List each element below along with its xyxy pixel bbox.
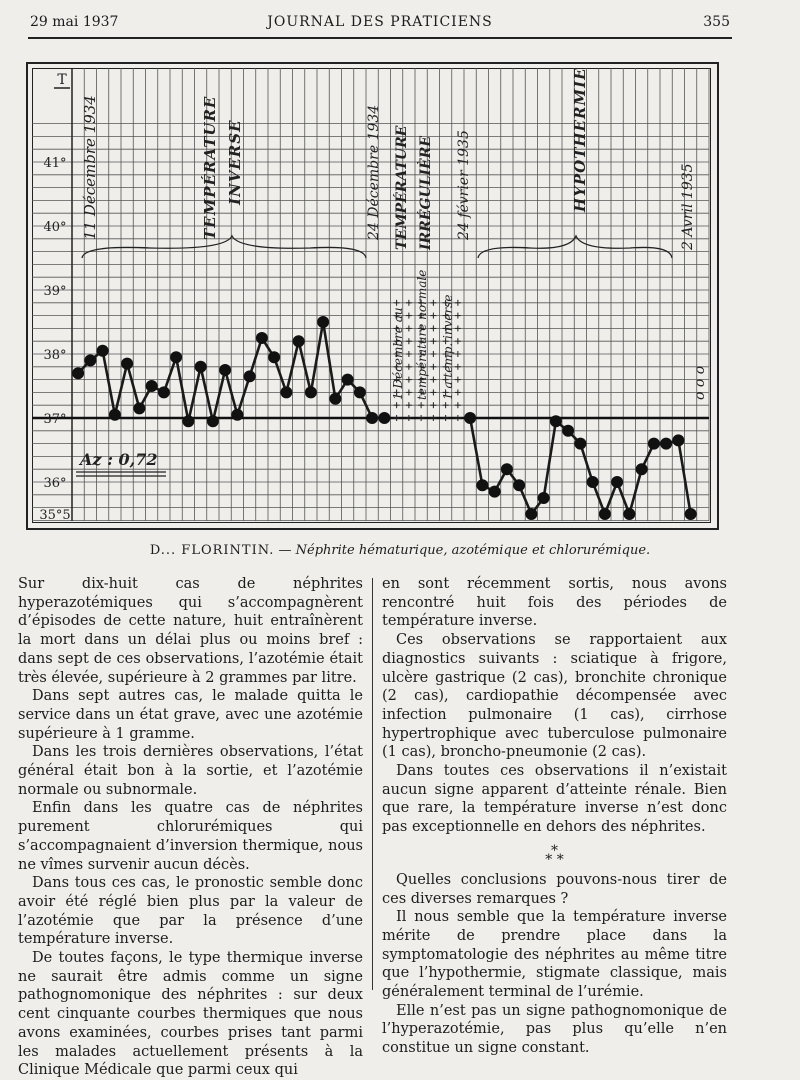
- page-header: [30, 14, 730, 36]
- y-tick-label: 38°: [43, 348, 67, 363]
- temp-irreg-label-2: IRRÉGULIÈRE: [418, 135, 434, 250]
- paragraph: Dans tous ces cas, le pronostic semble donc avoir été réglé bien plus par la valeur de l’azotémie que par la présence d’une température inverse.: [18, 875, 363, 948]
- chart-border: [32, 68, 711, 523]
- caption-author: D... FLORINTIN.: [149, 543, 275, 558]
- caption-title: Néphrite hématurique, azotémique et chlorurémique.: [295, 543, 651, 558]
- note-1: 1 Décembre au: [391, 307, 405, 400]
- left-column: [18, 575, 363, 1080]
- t-axis-label: T: [57, 72, 67, 88]
- header-date: 29 mai 1937: [30, 14, 119, 30]
- y-tick-label: 37°: [43, 412, 67, 427]
- page-number: 355: [703, 14, 730, 30]
- date-annotation-3: 24 février 1935: [456, 130, 472, 240]
- note-2: température normale: [415, 269, 429, 400]
- temp-inverse-label-1: TEMPÉRATURE: [201, 95, 219, 240]
- paragraph: en sont récemment sortis, nous avons rencontré huit fois des périodes de température inverse.: [382, 576, 727, 630]
- hypothermie-label: HYPOTHERMIE: [571, 67, 589, 212]
- paragraph: Dans sept autres cas, le malade quitta le service dans un état grave, avec une azotémie supérieure à 1 gramme.: [18, 688, 363, 742]
- y-tick-label: 39°: [43, 284, 67, 299]
- date-annotation-1: 11 Décembre 1934: [81, 95, 99, 240]
- azotemia-annotation: Az : 0,72: [80, 450, 158, 469]
- paragraph: Enfin dans les quatre cas de néphrites purement chlorurémiques qui s’accompagnaient d’inversion thermique, nous ne vîmes survenir aucun décès.: [18, 800, 363, 873]
- paragraph: Sur dix-huit cas de néphrites hyperazotémiques qui s’accompagnèrent d’épisodes de cette nature, huit entraînèrent la mort dans un délai plus ou moins bref : dans sept de ces observations, l’azotémie était très élevée, supérieure à 2 grammes par litre.: [18, 576, 363, 686]
- paragraph: Dans les trois dernières observations, l’état général était bon à la sortie, et l’azotémie normale ou subnormale.: [18, 744, 363, 798]
- journal-title: JOURNAL DES PRATICIENS: [267, 14, 493, 30]
- paragraph: Dans toutes ces observations il n’existait aucun signe apparent d’atteinte rénale. Bien que rare, la température inverse n’est donc pas exceptionnelle en dehors des néphrites.: [382, 763, 727, 836]
- date-annotation-2: 24 Décembre 1934: [366, 104, 382, 240]
- paragraph: De toutes façons, le type thermique inverse ne saurait être admis comme un signe pathognomonique des néphrites : sur deux cent cinquante courbes thermiques que nous avons examinées, courbes prises tant parmi les malades actuellement présents à la Clinique Médicale que parmi ceux qui: [18, 950, 363, 1079]
- paragraph: Il nous semble que la température inverse mérite de prendre place dans la symptomatologie des néphrites au même titre que l’hypothermie, stigmate classique, mais généralement terminal de l’urémie.: [382, 909, 727, 1001]
- section-separator: * * *: [545, 842, 564, 868]
- figure-caption: [0, 543, 800, 558]
- temp-irreg-label-1: TEMPÉRATURE: [394, 125, 410, 250]
- right-column: [382, 575, 727, 1058]
- y-tick-label: 35°5: [39, 508, 71, 523]
- paragraph: Elle n’est pas un signe pathognomonique de l’hyperazotémie, pas plus qu’elle n’en constitue un signe constant.: [382, 1002, 727, 1057]
- paragraph: Ces observations se rapportaient aux diagnostics suivants : sciatique à frigore, ulcère gastrique (2 cas), bronchite chronique (2 cas), cardiopathie décompensée avec infection pulmonaire (1 cas), cirrhose hypertrophique avec tuberculose pulmonaire (1 cas), broncho-pneumonie (2 cas).: [382, 632, 727, 761]
- caption-separator: —: [274, 543, 296, 558]
- y-tick-label: 36°: [43, 476, 67, 491]
- paragraph: Quelles conclusions pouvons-nous tirer de ces diverses remarques ?: [382, 871, 727, 907]
- y-tick-label: 41°: [43, 156, 67, 171]
- ooo-annotation: o o o: [692, 365, 708, 400]
- header-rule: [28, 37, 732, 39]
- date-annotation-4: 2 Avril 1935: [680, 163, 696, 250]
- temp-inverse-label-2: INVERSE: [226, 119, 244, 205]
- column-divider: [372, 578, 373, 990]
- y-tick-label: 40°: [43, 220, 67, 235]
- note-3: 1 a temp. inverse: [441, 294, 455, 400]
